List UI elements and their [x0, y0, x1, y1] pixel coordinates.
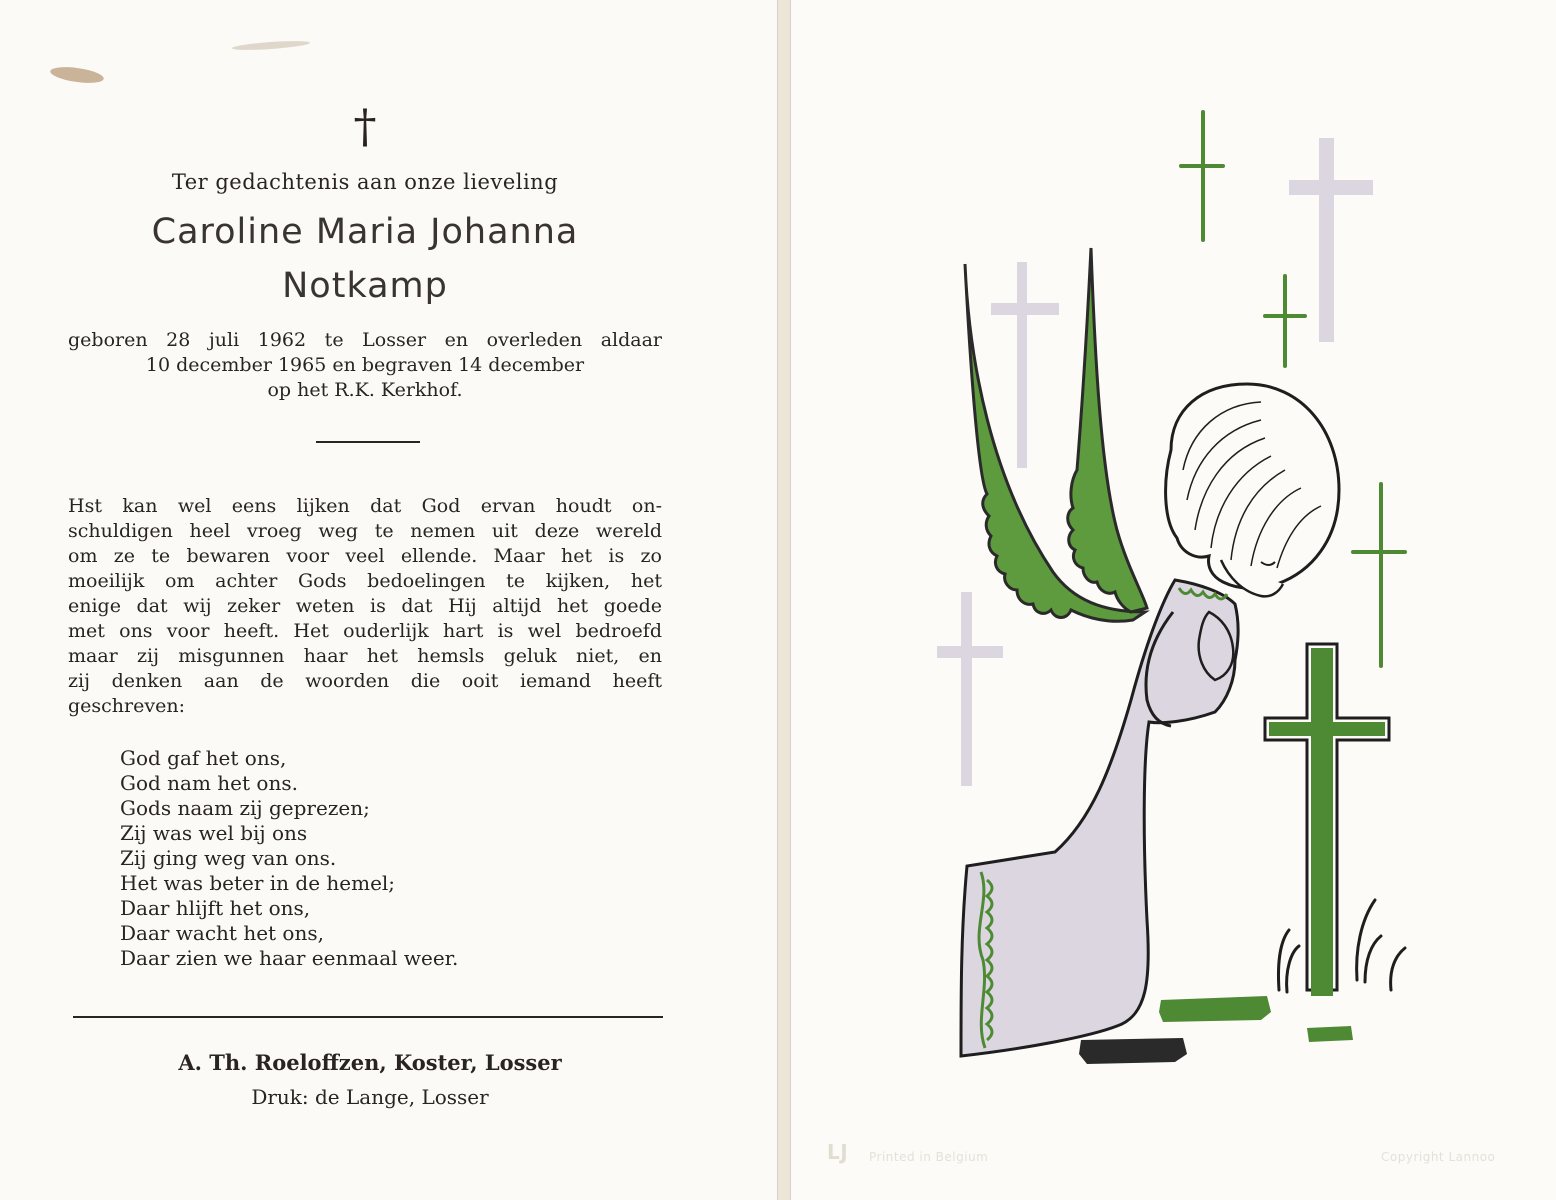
- poem-line: Daar zien we haar eenmaal weer.: [120, 946, 459, 970]
- cross-icon: †: [353, 99, 377, 153]
- printed-in-label: Printed in Belgium: [869, 1150, 989, 1164]
- poem: [120, 746, 458, 971]
- poem-line: God nam het ons.: [120, 771, 298, 795]
- paragraph-line: Hst kan wel eens lijken dat God ervan houdt on-: [68, 495, 662, 517]
- lavender-cross-large: [1289, 138, 1373, 342]
- lavender-cross-mid: [991, 262, 1059, 468]
- poem-line: Daar hlijft het ons,: [120, 896, 311, 920]
- green-cross-top: [1181, 112, 1223, 240]
- paragraph-line: zij denken aan de woorden die ooit iemand heeft: [68, 670, 662, 692]
- short-divider: [316, 441, 420, 443]
- paragraph-line: met ons voor heeft. Het ouderlijk hart is wel bedroefd: [68, 620, 662, 642]
- dates-line: op het R.K. Kerkhof.: [267, 379, 463, 401]
- dates-line: geboren 28 juli 1962 te Losser en overleden aldaar: [68, 329, 662, 351]
- poem-line: God gaf het ons,: [120, 746, 287, 770]
- copyright-label: Copyright Lannoo: [1381, 1150, 1496, 1164]
- poem-line: Zij ging weg van ons.: [120, 846, 337, 870]
- sexton-credit: A. Th. Roeloffzen, Koster, Losser: [178, 1050, 562, 1075]
- publisher-logo: LJ: [827, 1140, 849, 1164]
- poem-line: Zij was wel bij ons: [120, 821, 308, 845]
- grass-tufts: [1278, 900, 1405, 992]
- poem-line: Gods naam zij geprezen;: [120, 796, 370, 820]
- long-divider: [73, 1016, 663, 1018]
- grave-cross-green: [1269, 648, 1385, 996]
- paragraph-line: enige dat wij zeker weten is dat Hij altijd het goede: [68, 595, 662, 617]
- paragraph-line: geschreven:: [68, 695, 185, 717]
- poem-line: Het was beter in de hemel;: [120, 871, 396, 895]
- memorial-paragraph: [68, 494, 662, 719]
- wing-right: [1068, 248, 1147, 612]
- dates-line: 10 december 1965 en begraven 14 december: [145, 354, 585, 376]
- deceased-surname: Notkamp: [282, 266, 448, 306]
- paragraph-line: moeilijk om achter Gods bedoelingen te kijken, het: [68, 570, 662, 592]
- praying-angel-illustration: [791, 0, 1556, 1200]
- poem-line: Daar wacht het ons,: [120, 921, 324, 945]
- paragraph-line: maar zij misgunnen haar het hemsls geluk niet, en: [68, 645, 662, 667]
- green-cross-right: [1353, 484, 1405, 666]
- paper-stain: [49, 64, 104, 85]
- lavender-cross-low: [937, 592, 1003, 786]
- memorial-card-illustration-side: [790, 0, 1556, 1200]
- printer-credit: Druk: de Lange, Losser: [251, 1085, 489, 1109]
- paper-stain: [232, 39, 310, 51]
- paragraph-line: schuldigen heel vroeg weg te nemen uit deze wereld: [68, 520, 662, 542]
- deceased-first-names: Caroline Maria Johanna: [151, 212, 579, 252]
- intro-line: Ter gedachtenis aan onze lieveling: [171, 170, 559, 194]
- paragraph-line: om ze te bewaren voor veel ellende. Maar het is zo: [68, 545, 662, 567]
- green-cross-middle: [1265, 276, 1305, 366]
- dates-block: [68, 328, 662, 403]
